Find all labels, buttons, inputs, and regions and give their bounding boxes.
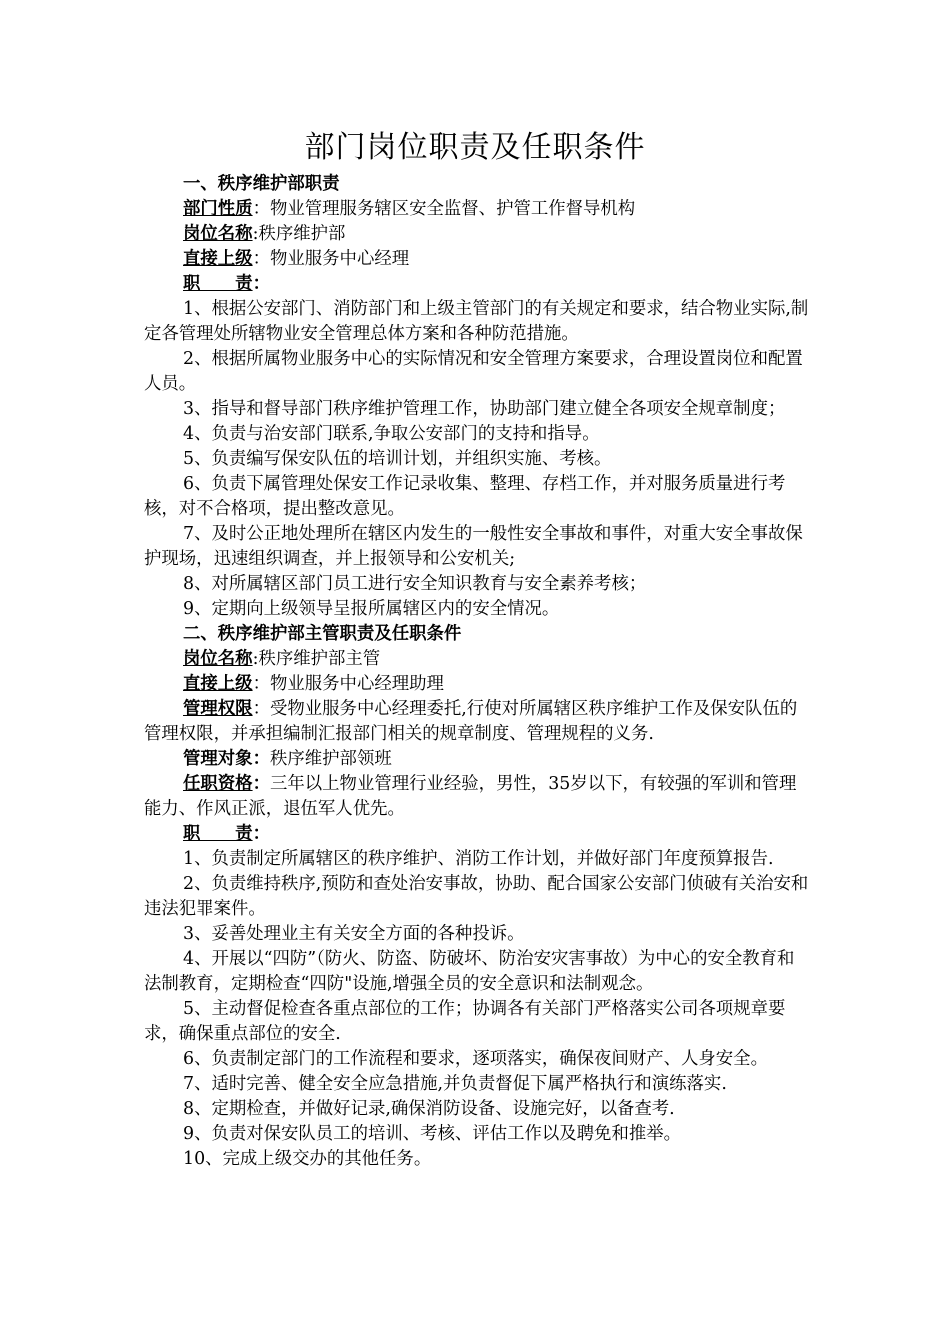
section1-duty-item: 1、根据公安部门、消防部门和上级主管部门的有关规定和要求，结合物业实际,制定各管理处所辖物业安全管理总体方案和各种防范措施。 [144, 299, 809, 344]
section2-duty-item: 3、妥善处理业主有关安全方面的各种投诉。 [183, 924, 525, 944]
field-value: 受物业服务中心经理委托,行使对所属辖区秩序维护工作及保安队伍的管理权限，并承担编制汇报部门相关的规章制度、管理规程的义务. [144, 699, 798, 744]
section1-heading: 一、秩序维护部职责 [183, 174, 340, 194]
field-value: 三年以上物业管理行业经验，男性，35岁以下，有较强的军训和管理能力、作风正派，退伍军人优先。 [144, 774, 797, 819]
section2-duty-item: 9、负责对保安队员工的培训、考核、评估工作以及聘免和推举。 [183, 1124, 682, 1144]
field-value: 物业服务中心经理 [269, 249, 410, 269]
field-label: 部门性质 [183, 199, 253, 219]
section2-duty-item: 1、负责制定所属辖区的秩序维护、消防工作计划，并做好部门年度预算报告. [183, 849, 774, 869]
section1-duty-item: 7、及时公正地处理所在辖区内发生的一般性安全事故和事件，对重大安全事故保护现场，迅速组织调查，并上报领导和公安机关; [144, 524, 803, 569]
section2-duty-item: 10、完成上级交办的其他任务。 [183, 1149, 432, 1169]
section2-duty-item: 8、定期检查，并做好记录,确保消防设备、设施完好，以备查考. [183, 1099, 675, 1119]
section2-duty-item: 5、主动督促检查各重点部位的工作；协调各有关部门严格落实公司各项规章要求，确保重点部位的安全. [144, 999, 786, 1044]
section2-duties-label: 职 责： [183, 824, 270, 844]
section1-field-supervisor: 直接上级：物业服务中心经理 [183, 249, 410, 269]
section2-duty-item: 7、适时完善、健全安全应急措施,并负责督促下属严格执行和演练落实. [183, 1074, 727, 1094]
field-label: 管理权限 [183, 699, 253, 719]
section1-duties-label: 职 责： [183, 274, 270, 294]
field-value: 秩序维护部 [258, 224, 346, 244]
section1-duty-item: 8、对所属辖区部门员工进行安全知识教育与安全素养考核； [183, 574, 647, 594]
field-value: 秩序维护部主管 [258, 649, 381, 669]
section2-duty-item: 4、开展以“四防”（防火、防盗、防破坏、防治安灾害事故）为中心的安全教育和法制教育，定期检查“四防"设施,增强全员的安全意识和法制观念。 [144, 949, 795, 994]
section2-field-supervisor: 直接上级：物业服务中心经理助理 [183, 674, 444, 694]
section2-heading: 二、秩序维护部主管职责及任职条件 [183, 624, 462, 644]
field-value: 物业管理服务辖区安全监督、护管工作督导机构 [269, 199, 636, 219]
field-label: 管理对象 [183, 749, 253, 769]
section2-duty-item: 2、负责维持秩序,预防和查处治安事故，协助、配合国家公安部门侦破有关治安和违法犯罪案件。 [144, 874, 809, 919]
field-label: 任职资格 [183, 774, 253, 794]
field-label: 岗位名称 [183, 649, 253, 669]
document-title: 部门岗位职责及任职条件 [304, 130, 646, 165]
section1-duty-item: 2、根据所属物业服务中心的实际情况和安全管理方案要求，合理设置岗位和配置人员。 [144, 349, 803, 394]
section1-duty-item: 9、定期向上级领导呈报所属辖区内的安全情况。 [183, 599, 560, 619]
section2-duty-item: 6、负责制定部门的工作流程和要求，逐项落实，确保夜间财产、人身安全。 [183, 1049, 768, 1069]
section1-duty-item: 6、负责下属管理处保安工作记录收集、整理、存档工作，并对服务质量进行考核，对不合格项，提出整改意见。 [144, 474, 786, 519]
section1-duty-item: 5、负责编写保安队伍的培训计划，并组织实施、考核。 [183, 449, 612, 469]
field-label: 直接上级 [183, 674, 253, 694]
field-value: 物业服务中心经理助理 [269, 674, 444, 694]
duties-label: 职 责 [183, 824, 253, 844]
section2-field-qualification: 任职资格：三年以上物业管理行业经验，男性，35岁以下，有较强的军训和管理能力、作风正派，退伍军人优先。 [144, 774, 797, 819]
field-label: 直接上级 [183, 249, 253, 269]
section1-duty-item: 3、指导和督导部门秩序维护管理工作，协助部门建立健全各项安全规章制度； [183, 399, 786, 419]
document-body [144, 172, 810, 1172]
field-value: 秩序维护部领班 [269, 749, 392, 769]
section1-field-nature: 部门性质：物业管理服务辖区安全监督、护管工作督导机构 [183, 199, 636, 219]
duties-label: 职 责 [183, 274, 253, 294]
section1-field-position: 岗位名称:秩序维护部 [183, 224, 346, 244]
section2-field-managed: 管理对象：秩序维护部领班 [183, 749, 392, 769]
section2-field-authority: 管理权限：受物业服务中心经理委托,行使对所属辖区秩序维护工作及保安队伍的管理权限，并承担编制汇报部门相关的规章制度、管理规程的义务. [144, 699, 798, 744]
section2-field-position: 岗位名称:秩序维护部主管 [183, 649, 381, 669]
field-label: 岗位名称 [183, 224, 253, 244]
section1-duty-item: 4、负责与治安部门联系,争取公安部门的支持和指导。 [183, 424, 600, 444]
